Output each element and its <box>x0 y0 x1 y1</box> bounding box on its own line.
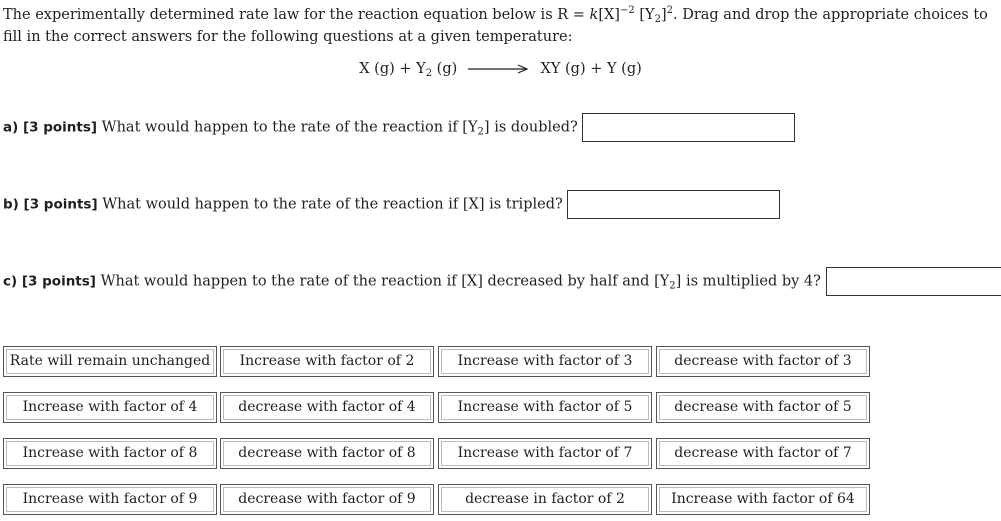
choice-tile[interactable]: Increase with factor of 2 <box>220 346 434 377</box>
choice-tile[interactable]: decrease with factor of 9 <box>220 484 434 515</box>
choice-tile[interactable]: decrease with factor of 7 <box>656 438 870 469</box>
choice-tile[interactable]: decrease with factor of 8 <box>220 438 434 469</box>
question-c <box>3 267 1001 296</box>
question-a-label: a) [3 points] <box>3 119 98 136</box>
reactant-state: (g) <box>432 61 458 77</box>
choice-tile[interactable]: Increase with factor of 4 <box>3 392 217 423</box>
answer-drop-zone-b[interactable] <box>567 190 780 219</box>
question-a-text: What would happen to the rate of the reaction if [Y <box>97 119 478 136</box>
choice-tile[interactable]: decrease with factor of 5 <box>656 392 870 423</box>
question-a <box>3 113 795 142</box>
choice-tile[interactable]: Increase with factor of 3 <box>438 346 652 377</box>
answer-drop-zone-c[interactable] <box>826 267 1001 296</box>
choice-tile[interactable]: Increase with factor of 7 <box>438 438 652 469</box>
x-exponent: −2 <box>619 5 635 16</box>
choice-tile[interactable]: decrease with factor of 3 <box>656 346 870 377</box>
y-subscript: 2 <box>654 14 661 25</box>
question-c-text-end: ] is multiplied by 4? <box>675 273 821 290</box>
y-bracket-close: ] <box>660 7 667 23</box>
x-concentration: [X] <box>598 7 620 23</box>
reactants: X (g) + Y <box>359 61 426 77</box>
choice-tile[interactable]: Increase with factor of 64 <box>656 484 870 515</box>
question-a-text-end: ] is doubled? <box>483 119 578 136</box>
question-b-text: What would happen to the rate of the reaction if [X] is tripled? <box>97 196 563 213</box>
reactant-subscript: 2 <box>425 68 433 79</box>
question-c-label: c) [3 points] <box>3 273 96 290</box>
reaction-equation <box>0 58 1001 80</box>
question-c-subscript: 2 <box>669 280 676 292</box>
question-a-subscript: 2 <box>477 126 484 138</box>
choice-tile[interactable]: decrease in factor of 2 <box>438 484 652 515</box>
answer-drop-zone-a[interactable] <box>582 113 795 142</box>
y-exponent: 2 <box>666 5 673 16</box>
question-b-label: b) [3 points] <box>3 196 98 213</box>
choice-tile[interactable]: Increase with factor of 5 <box>438 392 652 423</box>
choice-tile[interactable]: Rate will remain unchanged <box>3 346 217 377</box>
choice-tile[interactable]: Increase with factor of 9 <box>3 484 217 515</box>
question-b <box>3 190 780 219</box>
rate-constant: k <box>589 7 599 23</box>
choice-tile[interactable]: decrease with factor of 4 <box>220 392 434 423</box>
products: XY (g) + Y (g) <box>540 61 642 77</box>
intro-text: The experimentally determined rate law for the reaction equation below is R = <box>3 7 590 23</box>
question-c-text: What would happen to the rate of the reaction if [X] decreased by half and [Y <box>95 273 670 290</box>
y-concentration: [Y <box>639 7 655 23</box>
intro-text-end: . Drag and drop the appropriate choices to fill in the correct answers for the following questions at a given temperature: <box>3 7 988 45</box>
choice-tile[interactable]: Increase with factor of 8 <box>3 438 217 469</box>
instructions-text <box>3 4 999 48</box>
reaction-arrow-icon <box>468 64 530 74</box>
